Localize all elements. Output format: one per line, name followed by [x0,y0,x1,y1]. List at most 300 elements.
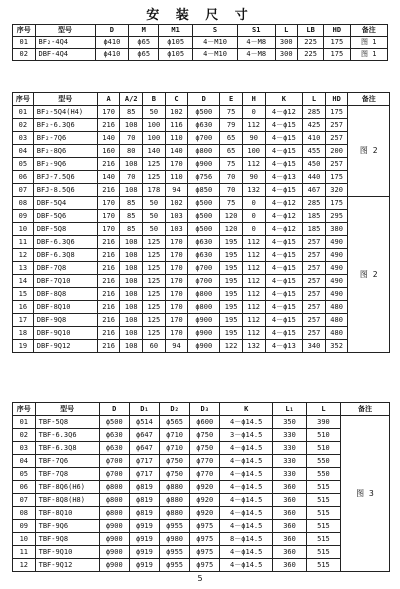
table-row [13,249,390,262]
table-3-header [13,403,390,416]
table-cell: 0 [242,210,265,223]
table-cell: 4－ϕ13 [265,171,303,184]
table-cell: 216 [97,340,120,353]
table-cell: ϕ756 [188,171,220,184]
table-cell: 15 [13,288,34,301]
table-cell: 4－ϕ14.5 [220,442,273,455]
table-cell: 515 [307,546,341,559]
table-cell: 02 [13,49,36,61]
figure-note: 图 2 [348,106,390,197]
table-cell: 216 [97,314,120,327]
table-row [13,119,390,132]
table-row [13,132,390,145]
table-cell: 4－ϕ14.5 [220,494,273,507]
table-cell: 50 [143,210,166,223]
table-cell: 170 [165,301,188,314]
table-cell: 170 [97,106,120,119]
table-cell: 4－ϕ15 [265,132,303,145]
header-d: D [188,93,220,106]
table-cell: ϕ750 [160,468,190,481]
table-cell: 4－ϕ15 [265,327,303,340]
table-cell: 257 [325,119,348,132]
table-cell: 480 [325,327,348,340]
table-cell: 360 [273,520,307,533]
table-cell: 108 [120,301,143,314]
table-cell: 75 [220,197,243,210]
table-cell: 112 [242,249,265,262]
table-cell: 19 [13,340,34,353]
table-cell: 330 [273,442,307,455]
header-s: S [193,25,238,37]
table-cell: ϕ819 [129,494,159,507]
model-cell: TBF-7Q6 [35,455,99,468]
table-cell: 185 [303,210,326,223]
table-cell: 216 [97,262,120,275]
model-cell: DBF-8Q8 [33,288,97,301]
table-cell: ϕ630 [188,236,220,249]
table-cell: 216 [97,158,120,171]
header-d: D [99,403,129,416]
table-cell: 06 [13,481,36,494]
header-model: 型号 [35,25,95,37]
model-cell: TBF-7Q8 [35,468,99,481]
table-cell: 490 [325,262,348,275]
model-cell: TBF-9Q12 [35,559,99,572]
table-cell: 12 [13,559,36,572]
table-row [13,494,390,507]
table-cell: 18 [13,327,34,340]
table-cell: 16 [13,301,34,314]
header-note: 备注 [350,25,388,37]
table-cell: ϕ919 [129,533,159,546]
table-cell: 360 [273,481,307,494]
table-cell: 02 [13,429,36,442]
table-cell: 14 [13,275,34,288]
header-note: 备注 [348,93,390,106]
model-cell: BF₂-8Q6 [33,145,97,158]
table-cell: 4－M10 [193,37,238,49]
table-cell: ϕ900 [188,340,220,353]
table-cell: 425 [303,119,326,132]
model-cell: DBF-8Q10 [33,301,97,314]
table-cell: ϕ919 [129,520,159,533]
table-cell: 285 [303,106,326,119]
table-cell: 160 [97,145,120,158]
model-cell: DBF-7Q8 [33,262,97,275]
table-cell: 132 [242,184,265,197]
table-cell: ϕ880 [160,481,190,494]
table-cell: ϕ975 [190,546,220,559]
table-cell: 07 [13,494,36,507]
model-cell: DBF-5Q8 [33,223,97,236]
table-cell: 0 [242,223,265,236]
table-cell: ϕ717 [129,455,159,468]
model-cell: DBF-9Q8 [33,314,97,327]
table-cell: 490 [325,288,348,301]
table-cell: 4－ϕ15 [265,275,303,288]
table-cell: 79 [220,119,243,132]
table-cell: 65 [220,132,243,145]
table-cell: 4－ϕ14.5 [220,481,273,494]
table-cell: 320 [325,184,348,197]
table-cell: 85 [120,210,143,223]
header-index: 序号 [13,93,34,106]
table-cell: 170 [165,288,188,301]
table-cell: 175 [324,37,350,49]
table-cell: 13 [13,262,34,275]
table-cell: ϕ770 [190,468,220,481]
table-cell: 170 [165,327,188,340]
installation-table-1 [12,24,388,61]
model-cell: BF₂-5Q4(H4) [33,106,97,119]
table-cell: 195 [220,275,243,288]
table-cell: 330 [273,455,307,468]
header-a: A [97,93,120,106]
table-row [13,158,390,171]
table-cell: 257 [303,275,326,288]
table-cell: ϕ880 [160,507,190,520]
model-cell: DBF-5Q6 [33,210,97,223]
table-cell: 02 [13,119,34,132]
table-cell: 330 [273,429,307,442]
table-cell: 216 [97,184,120,197]
header-model: 型号 [33,93,97,106]
table-row [13,340,390,353]
table-row [13,314,390,327]
table-cell: 108 [120,158,143,171]
table-cell: 170 [97,197,120,210]
table-cell: 100 [242,145,265,158]
table-cell: ϕ770 [190,455,220,468]
table-cell: 257 [303,288,326,301]
table-cell: 05 [13,158,34,171]
table-cell: ϕ500 [188,223,220,236]
table-cell: ϕ800 [188,301,220,314]
table-cell: ϕ800 [188,145,220,158]
table-cell: ϕ700 [99,468,129,481]
table-cell: 175 [324,49,350,61]
table-cell: 09 [13,210,34,223]
table-cell: 125 [143,249,166,262]
table-cell: 440 [303,171,326,184]
table-cell: ϕ919 [129,559,159,572]
table-cell: 175 [325,171,348,184]
table-cell: 4－ϕ15 [265,262,303,275]
table-cell: 490 [325,275,348,288]
table-cell: ϕ800 [188,288,220,301]
table-cell: 05 [13,468,36,481]
table-cell: 257 [303,236,326,249]
table-cell: 01 [13,37,36,49]
page-number: 5 [197,574,203,583]
table-row [13,559,390,572]
table-cell: 108 [120,262,143,275]
table-cell: ϕ500 [188,197,220,210]
table-cell: 112 [242,236,265,249]
table-cell: 4－M8 [238,37,276,49]
page-title: 安 装 尺 寸 [146,8,254,23]
header-k: K [220,403,273,416]
table-cell: 467 [303,184,326,197]
table-cell: 195 [220,262,243,275]
table-cell: 4－M8 [238,49,276,61]
table-cell: 170 [165,262,188,275]
table-cell: 4－ϕ15 [265,314,303,327]
header-hd: HD [324,25,350,37]
table-cell: ϕ880 [160,494,190,507]
table-cell: 108 [120,119,143,132]
table-cell: 257 [303,262,326,275]
table-cell: 10 [13,223,34,236]
header-d1: D₁ [129,403,159,416]
table-cell: 90 [242,171,265,184]
table-cell: 70 [120,132,143,145]
header-lb: LB [298,25,324,37]
table-cell: 03 [13,132,34,145]
table-cell: 108 [120,340,143,353]
table-cell: 0 [242,197,265,210]
table-cell: 170 [165,275,188,288]
table-cell: ϕ975 [190,559,220,572]
table-cell: ϕ630 [188,249,220,262]
table-cell: ϕ630 [99,442,129,455]
table-cell: 125 [143,301,166,314]
header-note: 备注 [340,403,389,416]
table-cell: 75 [220,158,243,171]
table-cell: 70 [120,171,143,184]
table-cell: 360 [273,494,307,507]
model-cell: BFJ-7.5Q6 [33,171,97,184]
table-cell: 300 [275,37,298,49]
table-row [13,275,390,288]
table-cell: 102 [165,197,188,210]
table-cell: 4－ϕ15 [265,158,303,171]
table-cell: ϕ600 [190,416,220,429]
table-cell: 4－ϕ15 [265,288,303,301]
model-cell: DBF-5Q4 [33,197,97,210]
table-cell: 216 [97,249,120,262]
header-c: C [165,93,188,106]
table-cell: 112 [242,301,265,314]
table-cell: 352 [325,340,348,353]
model-cell: TBF-8Q10 [35,507,99,520]
model-cell: BF₂-6.3Q6 [33,119,97,132]
table-cell: ϕ514 [129,416,159,429]
table-row [13,210,390,223]
table-cell: 06 [13,171,34,184]
table-cell: 450 [303,158,326,171]
table-cell: 350 [273,416,307,429]
table-cell: 257 [325,132,348,145]
table-cell: 108 [120,184,143,197]
table-cell: 125 [143,327,166,340]
table-cell: 108 [120,236,143,249]
table-cell: 4－ϕ13 [265,340,303,353]
table-cell: 100 [143,132,166,145]
table-cell: 94 [165,184,188,197]
table-cell: 70 [220,184,243,197]
table-cell: 257 [303,301,326,314]
table-cell: 85 [120,223,143,236]
table-cell: 102 [165,106,188,119]
table-cell: 380 [325,223,348,236]
table-row [13,533,390,546]
table-cell: 110 [165,132,188,145]
table-cell: 4－ϕ14.5 [220,507,273,520]
table-cell: 65 [220,145,243,158]
table-cell: ϕ630 [188,119,220,132]
table-cell: 360 [273,533,307,546]
table-cell: 515 [307,559,341,572]
table-cell: 140 [97,132,120,145]
table-row [13,301,390,314]
table-cell: 200 [325,145,348,158]
table-cell: 4－ϕ14.5 [220,559,273,572]
table-cell: 80 [120,145,143,158]
table-cell: ϕ900 [99,546,129,559]
table-cell: 04 [13,145,34,158]
header-m: M [129,25,159,37]
table-cell: 112 [242,119,265,132]
table-cell: 515 [307,494,341,507]
table-row [13,327,390,340]
table-cell: 4－ϕ12 [265,223,303,236]
table-cell: 108 [120,314,143,327]
header-h: H [242,93,265,106]
table-cell: 08 [13,507,36,520]
table-cell: 75 [220,106,243,119]
table-cell: 300 [275,49,298,61]
table-cell: 140 [165,145,188,158]
table-cell: 170 [165,158,188,171]
table-cell: 125 [143,275,166,288]
table-cell: ϕ410 [95,37,129,49]
figure-note: 图 3 [340,416,389,572]
table-cell: ϕ800 [99,481,129,494]
table-row [13,468,390,481]
header-s1: S1 [238,25,276,37]
table-cell: 01 [13,106,34,119]
table-row [13,236,390,249]
table-cell: ϕ750 [160,455,190,468]
header-k: K [265,93,303,106]
table-cell: 4－ϕ15 [265,249,303,262]
table-cell: 103 [165,223,188,236]
table-cell: 125 [143,288,166,301]
table-2-header [13,93,390,106]
table-cell: 3－ϕ14.5 [220,429,273,442]
model-cell: TBF-5Q8 [35,416,99,429]
table-cell: 108 [120,288,143,301]
table-cell: 01 [13,416,36,429]
table-3-body [13,416,390,572]
table-cell: 4－ϕ15 [265,236,303,249]
table-cell: 4－ϕ14.5 [220,455,273,468]
table-2-body [13,106,390,353]
table-cell: ϕ955 [160,546,190,559]
table-cell: 195 [220,249,243,262]
table-row [13,416,390,429]
table-cell: 70 [220,171,243,184]
table-cell: 125 [143,171,166,184]
table-cell: 108 [120,275,143,288]
table-cell: ϕ919 [129,546,159,559]
table-cell: 17 [13,314,34,327]
model-cell: BFJ-8.5Q6 [33,184,97,197]
model-cell: DBF-7Q10 [33,275,97,288]
table-cell: 490 [325,249,348,262]
table-cell: ϕ500 [188,210,220,223]
table-cell: 480 [325,314,348,327]
table-cell: 257 [303,327,326,340]
table-cell: 110 [165,171,188,184]
table-row [13,171,390,184]
table-cell: 50 [143,197,166,210]
table-cell: 4－ϕ14.5 [220,416,273,429]
table-1-header [13,25,388,37]
table-cell: ϕ955 [160,559,190,572]
table-cell: 08 [13,197,34,210]
table-cell: ϕ710 [160,429,190,442]
table-cell: 4－M10 [193,49,238,61]
table-cell: 216 [97,119,120,132]
table-cell: 85 [120,197,143,210]
table-cell: ϕ900 [99,559,129,572]
table-cell: 170 [165,249,188,262]
header-d3: D₃ [190,403,220,416]
header-a-half: A/2 [120,93,143,106]
table-cell: 178 [143,184,166,197]
table-cell: 510 [307,442,341,455]
table-cell: ϕ975 [190,520,220,533]
table-cell: 480 [325,301,348,314]
table-cell: ϕ900 [188,314,220,327]
table-row [13,184,390,197]
table-cell: ϕ105 [159,49,193,61]
table-cell: ϕ500 [99,416,129,429]
table-cell: 295 [325,210,348,223]
table-cell: 09 [13,520,36,533]
table-cell: ϕ647 [129,429,159,442]
table-cell: ϕ700 [188,262,220,275]
table-cell: 125 [143,236,166,249]
model-cell: TBF-9Q10 [35,546,99,559]
table-cell: ϕ750 [190,442,220,455]
table-cell: 4－ϕ15 [265,119,303,132]
table-cell: 257 [303,314,326,327]
table-cell: 340 [303,340,326,353]
model-cell: BF₂-9Q6 [33,158,97,171]
model-cell: DBF-9Q10 [33,327,97,340]
table-cell: 8－ϕ14.5 [220,533,273,546]
table-cell: 257 [325,158,348,171]
model-cell: DBF-6.3Q8 [33,249,97,262]
header-l: L [275,25,298,37]
table-cell: 515 [307,481,341,494]
table-cell: 116 [165,119,188,132]
table-cell: ϕ975 [190,533,220,546]
table-cell: 125 [143,262,166,275]
table-row [13,37,388,49]
table-cell: 216 [97,327,120,340]
table-cell: 360 [273,546,307,559]
table-row [13,145,390,158]
table-cell: 195 [220,236,243,249]
table-cell: 175 [325,197,348,210]
table-cell: ϕ920 [190,494,220,507]
table-cell: ϕ920 [190,481,220,494]
table-cell: 03 [13,442,36,455]
